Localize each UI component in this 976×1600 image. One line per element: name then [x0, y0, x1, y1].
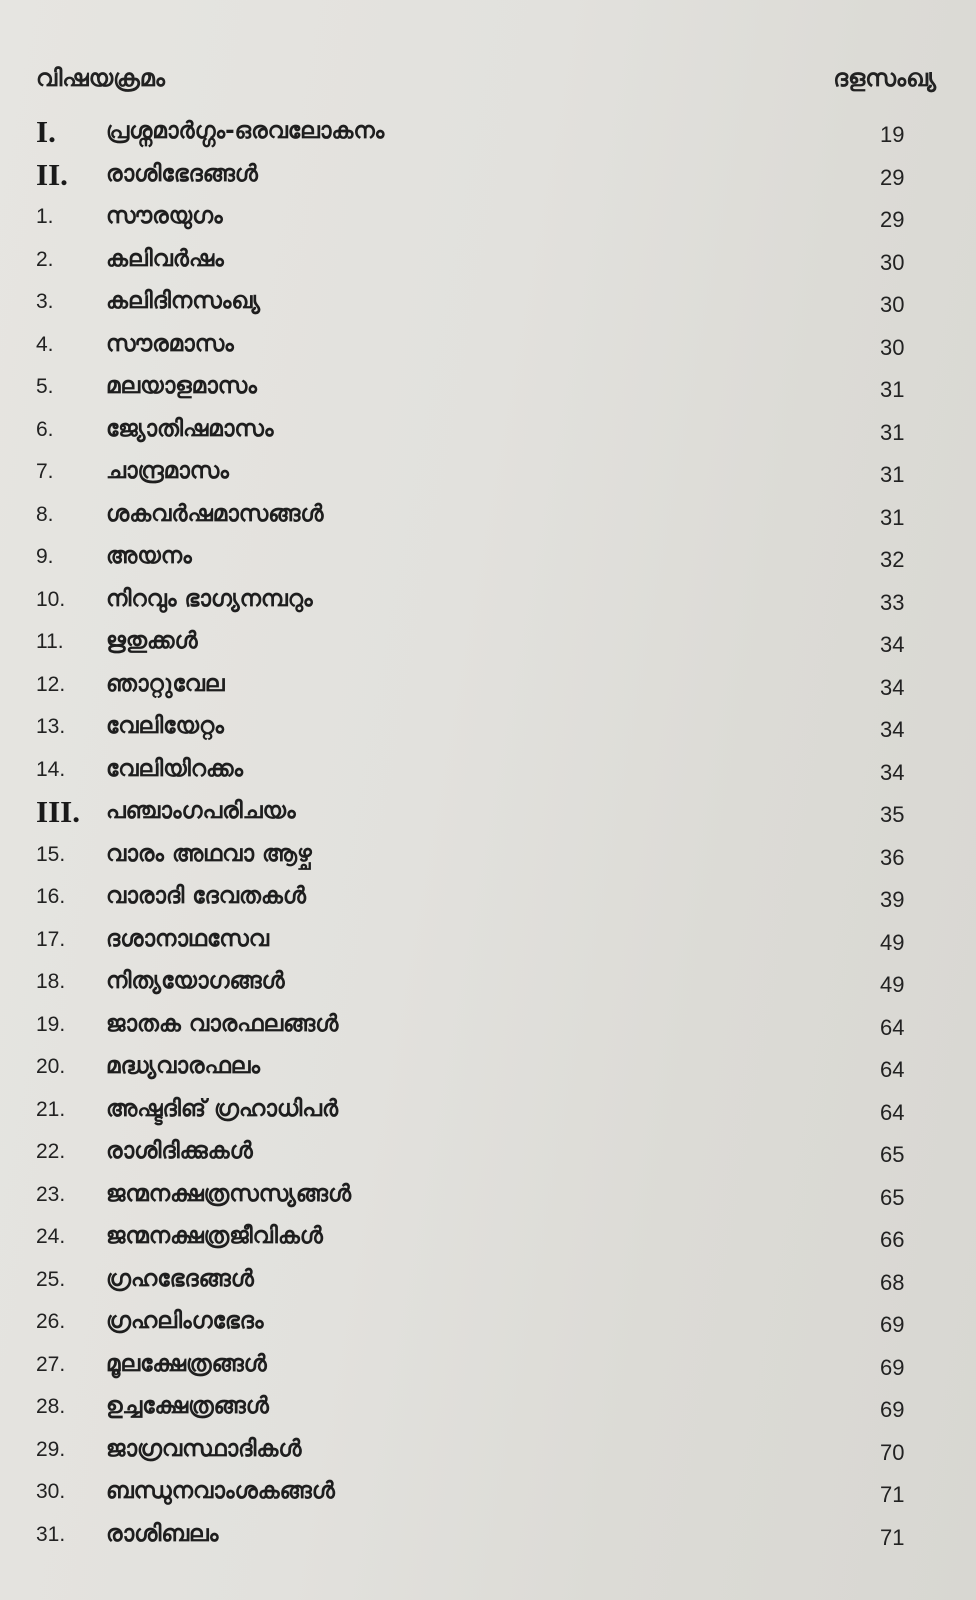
entry-title: ജാതക വാരഫലങ്ങൾ [106, 1010, 339, 1037]
entry-page-number: 69 [880, 1397, 905, 1422]
entry-title: മലയാളമാസം [106, 373, 257, 399]
entry-number: 11. [36, 630, 64, 653]
entry-title: രാശിബലം [106, 1520, 219, 1547]
entry-page-number: 65 [880, 1142, 905, 1167]
entry-page-number: 34 [880, 717, 905, 742]
entry-title: ഗ്രഹലിംഗഭേദം [106, 1308, 264, 1334]
toc-entry [0, 665, 976, 708]
toc-entry [0, 1217, 976, 1260]
entry-number: 26. [36, 1310, 66, 1333]
entry-number: 3. [36, 290, 54, 313]
entry-number: 22. [36, 1140, 66, 1163]
entry-number: 5. [36, 375, 54, 398]
entry-page-number: 30 [880, 249, 905, 275]
entry-title: വേലിയിറക്കം [106, 755, 244, 782]
page-number-heading: ദളസംഖ്യ [833, 64, 936, 92]
toc-entry [0, 1132, 976, 1175]
entry-title: മദ്ധ്യവാരഫലം [106, 1053, 261, 1079]
toc-entry [0, 1047, 976, 1090]
entry-title: മൂലക്ഷേത്രങ്ങൾ [106, 1350, 267, 1377]
section-title: പ്രശ്നമാർഗ്ഗം-ഒരവലോകനം [106, 118, 385, 144]
entry-title: ബന്ധുനവാംശകങ്ങൾ [106, 1478, 335, 1504]
entry-number: 23. [36, 1182, 66, 1206]
toc-entry [0, 112, 976, 155]
toc-entry [0, 1472, 976, 1515]
entry-page-number: 35 [880, 802, 905, 827]
toc-entry [0, 1345, 976, 1388]
toc-entry [0, 367, 976, 410]
section-number: II. [36, 156, 68, 192]
entry-title: വാരാദി ദേവതകൾ [106, 883, 306, 909]
entry-page-number: 69 [880, 1354, 905, 1380]
entry-number: 18. [36, 970, 66, 993]
entry-page-number: 19 [880, 122, 905, 147]
section-title: രാശിഭേദങ്ങൾ [106, 160, 258, 187]
entry-page-number: 29 [880, 164, 905, 190]
toc-entry [0, 622, 976, 665]
entry-page-number: 39 [880, 887, 905, 912]
entry-page-number: 31 [880, 462, 905, 487]
entry-number: 6. [36, 417, 54, 441]
entry-number: 10. [36, 587, 66, 611]
toc-entry [0, 197, 976, 240]
entry-number: 31. [36, 1522, 66, 1546]
entry-title: ഋതുക്കൾ [106, 628, 198, 654]
entry-title: ഉച്ചക്ഷേത്രങ്ങൾ [106, 1393, 269, 1419]
entry-title: വേലിയേറ്റം [106, 713, 224, 739]
entry-title: അഷ്ടദിങ് ഗ്രഹാധിപർ [106, 1095, 339, 1122]
entry-number: 30. [36, 1480, 66, 1503]
entry-page-number: 49 [880, 972, 905, 997]
entry-page-number: 70 [880, 1439, 905, 1465]
entry-number: 12. [36, 672, 66, 696]
toc-entry [0, 282, 976, 325]
entry-title: കലിദിനസംഖ്യ [106, 288, 261, 314]
entry-page-number: 66 [880, 1227, 905, 1252]
entry-title: ജ്യോതിഷമാസം [106, 415, 274, 442]
entry-title: വാരം അഥവാ ആഴ്ച [106, 840, 312, 867]
entry-number: 20. [36, 1055, 66, 1078]
entry-title: ചാന്ദ്രമാസം [106, 458, 229, 484]
toc-entry [0, 410, 976, 453]
section-number: I. [36, 114, 56, 149]
toc-entry [0, 750, 976, 793]
entry-number: 7. [36, 460, 54, 483]
toc-entry [0, 452, 976, 495]
entry-page-number: 29 [880, 207, 905, 232]
toc-entry [0, 1430, 976, 1473]
entry-page-number: 69 [880, 1312, 905, 1337]
toc-entry [0, 1302, 976, 1345]
entry-page-number: 71 [880, 1524, 905, 1550]
entry-number: 15. [36, 842, 66, 866]
entry-title: നിറവും ഭാഗ്യനമ്പറും [106, 585, 313, 612]
section-number: III. [36, 794, 80, 829]
entry-title: കലിവർഷം [106, 245, 224, 272]
entry-number: 1. [36, 205, 54, 228]
entry-page-number: 31 [880, 504, 905, 530]
toc-entry [0, 1260, 976, 1303]
entry-page-number: 34 [880, 632, 905, 657]
toc-entry [0, 1175, 976, 1218]
entry-number: 27. [36, 1352, 66, 1376]
entry-title: രാശിദിക്കുകൾ [106, 1138, 253, 1164]
entry-number: 13. [36, 715, 66, 738]
toc-entry [0, 155, 976, 198]
entry-page-number: 64 [880, 1014, 905, 1040]
toc-entry [0, 580, 976, 623]
entry-page-number: 31 [880, 377, 905, 402]
toc-entry [0, 1090, 976, 1133]
entry-title: നിത്യയോഗങ്ങൾ [106, 968, 285, 994]
entry-page-number: 30 [880, 334, 905, 360]
entry-page-number: 33 [880, 589, 905, 615]
entry-page-number: 68 [880, 1269, 905, 1295]
entry-title: ശകവർഷമാസങ്ങൾ [106, 500, 324, 527]
entry-page-number: 65 [880, 1184, 905, 1210]
entry-page-number: 34 [880, 674, 905, 700]
entry-number: 24. [36, 1225, 66, 1248]
entry-title: ഞാറ്റുവേല [106, 670, 225, 697]
toc-entry [0, 792, 976, 835]
entry-number: 28. [36, 1395, 66, 1418]
entry-title: അയനം [106, 543, 192, 569]
entry-number: 8. [36, 502, 54, 526]
entry-number: 29. [36, 1437, 66, 1461]
entry-page-number: 64 [880, 1099, 905, 1125]
entry-page-number: 49 [880, 929, 905, 955]
entry-number: 2. [36, 247, 54, 271]
toc-entry [0, 325, 976, 368]
entry-number: 14. [36, 757, 66, 781]
entry-title: ദശാനാഥസേവ [106, 925, 269, 952]
entry-page-number: 34 [880, 759, 905, 785]
entry-page-number: 30 [880, 292, 905, 317]
toc-entry [0, 962, 976, 1005]
entry-page-number: 36 [880, 844, 905, 870]
toc-entry [0, 920, 976, 963]
entry-number: 19. [36, 1012, 66, 1036]
entry-number: 9. [36, 545, 54, 568]
toc-entry [0, 537, 976, 580]
entry-title: ജന്മനക്ഷത്രസസ്യങ്ങൾ [106, 1180, 352, 1207]
entry-number: 21. [36, 1097, 66, 1121]
entry-page-number: 71 [880, 1482, 905, 1507]
section-title: പഞ്ചാംഗപരിചയം [106, 798, 296, 824]
toc-entry [0, 877, 976, 920]
entry-page-number: 31 [880, 419, 905, 445]
entry-number: 25. [36, 1267, 66, 1291]
entry-page-number: 32 [880, 547, 905, 572]
toc-entry [0, 707, 976, 750]
entry-number: 16. [36, 885, 66, 908]
entry-number: 4. [36, 332, 54, 356]
entry-title: സൗരയുഗം [106, 203, 223, 229]
toc-entry [0, 1515, 976, 1558]
entry-number: 17. [36, 927, 66, 951]
entry-title: ജന്മനക്ഷത്രജീവികൾ [106, 1223, 323, 1249]
entry-title: ജാഗ്രവസ്ഥാദികൾ [106, 1435, 302, 1462]
entry-page-number: 64 [880, 1057, 905, 1082]
toc-entry [0, 1005, 976, 1048]
toc-entry [0, 495, 976, 538]
toc-entry [0, 240, 976, 283]
table-of-contents [0, 112, 976, 1557]
toc-entry [0, 835, 976, 878]
entry-title: ഗ്രഹഭേദങ്ങൾ [106, 1265, 254, 1292]
entry-title: സൗരമാസം [106, 330, 234, 357]
toc-entry [0, 1387, 976, 1430]
contents-heading: വിഷയക്രമം [36, 64, 165, 92]
